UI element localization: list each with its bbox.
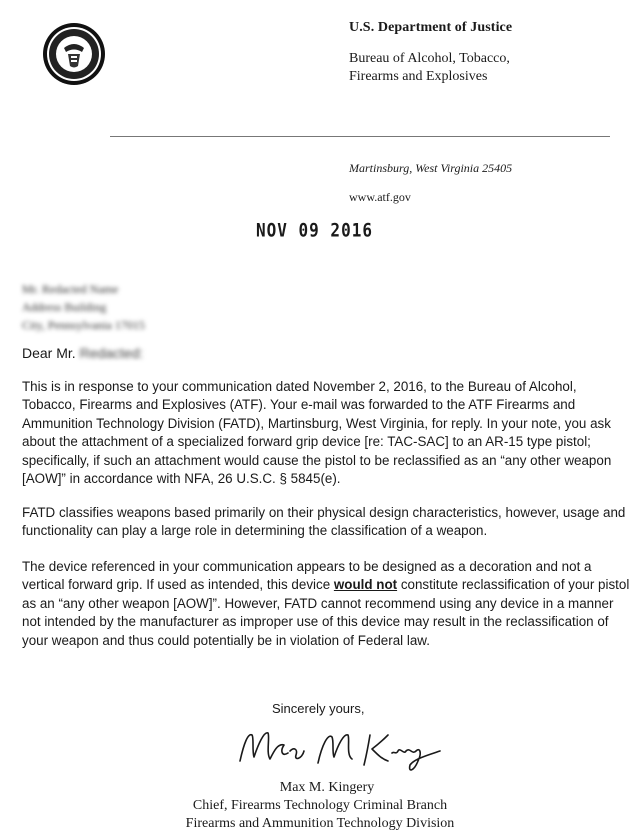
signature-block [0,779,640,833]
signatory-title-1: Chief, Firearms Technology Criminal Branch [192,798,448,813]
handwritten-signature [232,721,452,777]
salutation-name: Redacted: [79,345,144,361]
paragraph-3-before: The device referenced in your communication appears to be designed as a decoration and not a vertical forward grip. If used as intended, this device [22,559,592,593]
paragraph-1: This is in response to your communication dated November 2, 2016, to the Bureau of Alcohol, Tobacco, Firearms and Explosives (ATF). Your e-mail was forwarded to the ATF Firearms and Ammunition Technology Division (FATD), Martinsburg, West Virginia, for reply. In your note, you ask about the attachment of a specialized forward grip device [re: TAC-SAC] to an AR-15 type pistol; specifically, if such an attachment would cause the pistol to be reclassified as an “any other weapon [AOW]” in accordance with NFA, 26 U.S.C. § 5845(e). [22,379,612,487]
paragraph-3 [22,558,630,650]
paragraph-3-after: constitute reclassification of your pistol as an “any other weapon [AOW]”. However, FATD cannot recommend using any device in a manner not intended by the manufacturer as improper use of this device may result in the reclassification of your weapon and thus could potentially be in violation of Federal law. [22,577,630,648]
website-text: www.atf.gov [349,190,411,204]
recipient-line-2: Address Building [22,300,107,314]
doj-seal-icon [42,22,106,86]
date-stamp: NOV 09 2016 [256,219,373,241]
signatory-title-2: Firearms and Ammunition Technology Division [185,816,455,831]
bureau-name [349,50,629,86]
recipient-line-1: Mr. Redacted Name [22,282,119,296]
signatory-name: Max M. Kingery [279,780,375,795]
paragraph-2: FATD classifies weapons based primarily on their physical design characteristics, however, usage and functionality can play a large role in determining the classification of a weapon. [22,505,626,539]
office-location: Martinsburg, West Virginia 25405 [349,161,513,175]
closing: Sincerely yours, [272,701,365,716]
salutation [22,345,143,361]
bureau-line-2: Firearms and Explosives [349,69,488,84]
department-name: U.S. Department of Justice [349,20,513,35]
recipient-line-3: City, Pennsylvania 17015 [22,318,145,332]
recipient-address [22,280,145,334]
paragraph-3-emphasis: would not [333,577,398,593]
letterhead [349,20,629,86]
header-divider [110,136,610,137]
bureau-line-1: Bureau of Alcohol, Tobacco, [349,51,510,66]
salutation-prefix: Dear Mr. [22,345,76,361]
